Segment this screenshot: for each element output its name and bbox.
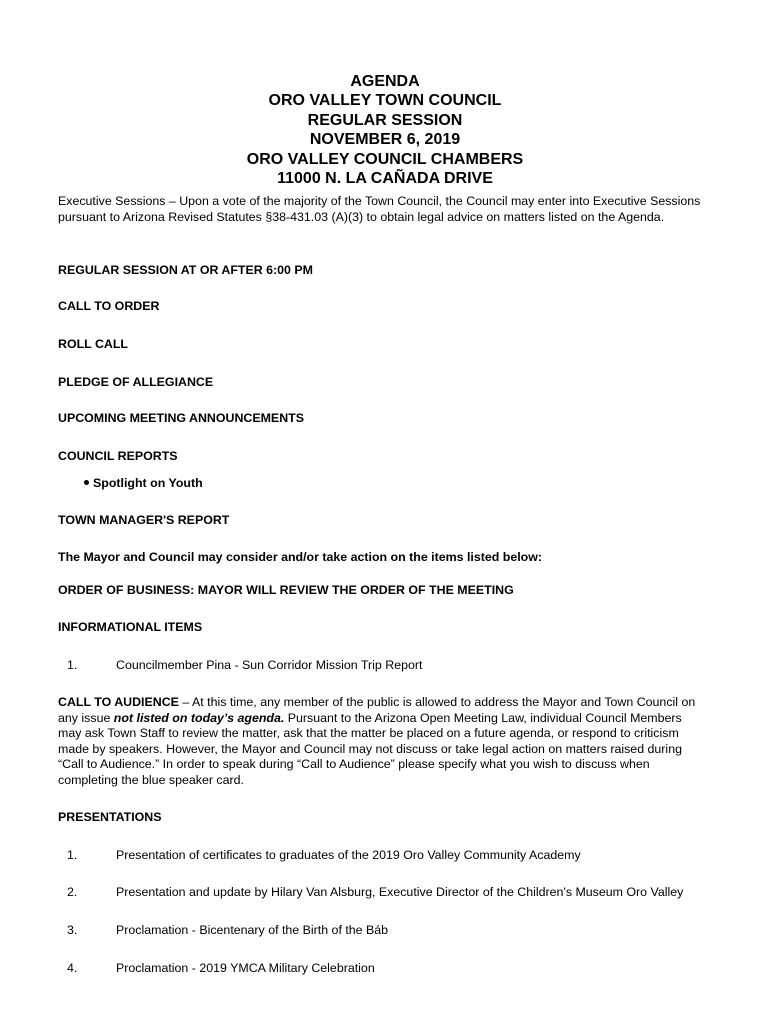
presentation-number: 2. xyxy=(67,885,78,899)
header-council: ORO VALLEY TOWN COUNCIL xyxy=(268,92,502,110)
presentation-number: 4. xyxy=(67,961,78,975)
presentation-text: Presentation of certificates to graduates of the 2019 Oro Valley Community Academy xyxy=(116,848,581,862)
order-of-business-heading: ORDER OF BUSINESS: MAYOR WILL REVIEW THE ORDER OF THE MEETING xyxy=(58,583,514,597)
roll-call-heading: ROLL CALL xyxy=(58,337,128,351)
informational-item-text: Councilmember Pina - Sun Corridor Mission Trip Report xyxy=(116,658,423,672)
call-to-audience-text-1: – At this time, any member of the public is allowed to address the Mayor and Town Council on any issue xyxy=(58,695,696,725)
regular-session-heading: REGULAR SESSION AT OR AFTER 6:00 PM xyxy=(58,263,313,277)
council-reports-bullet-item xyxy=(84,476,203,490)
call-to-order-heading: CALL TO ORDER xyxy=(58,299,160,313)
call-to-audience-text-2: Pursuant to the Arizona Open Meeting Law, individual Council Members may ask Town Staff to review the matter, ask that the matter be placed on a future agenda, or respond to criticism made by speakers. However, the Mayor and Council may not discuss or take legal action on matters raised during “Call to Audience.” In order to speak during “Call to Audience” please specify what you wish to discuss when completing the blue speaker card. xyxy=(58,710,682,787)
header-session: REGULAR SESSION xyxy=(307,111,463,129)
call-to-audience-paragraph xyxy=(58,695,708,789)
header-address: 11000 N. LA CAÑADA DRIVE xyxy=(277,170,493,188)
council-reports-heading: COUNCIL REPORTS xyxy=(58,449,178,463)
header-location: ORO VALLEY COUNCIL CHAMBERS xyxy=(246,150,524,168)
presentation-text: Presentation and update by Hilary Van Alsburg, Executive Director of the Children's Museum Oro Valley xyxy=(116,885,684,899)
announcements-heading: UPCOMING MEETING ANNOUNCEMENTS xyxy=(58,411,304,425)
call-to-audience-emphasis: not listed on today’s agenda. xyxy=(113,710,285,725)
header-title: AGENDA xyxy=(350,73,420,90)
pledge-heading: PLEDGE OF ALLEGIANCE xyxy=(58,375,214,389)
consider-statement: The Mayor and Council may consider and/or take action on the items listed below: xyxy=(58,550,543,564)
informational-item-number: 1. xyxy=(67,658,78,672)
informational-items-heading: INFORMATIONAL ITEMS xyxy=(58,620,203,634)
presentation-text: Proclamation - 2019 YMCA Military Celebration xyxy=(116,961,375,975)
executive-sessions-paragraph: Executive Sessions – Upon a vote of the majority of the Town Council, the Council may enter into Executive Sessions pursuant to Arizona Revised Statutes §38-431.03 (A)(3) to obtain legal advice on matters listed on the Agenda. xyxy=(58,194,701,224)
header-date: NOVEMBER 6, 2019 xyxy=(309,131,461,149)
presentation-number: 1. xyxy=(67,848,78,862)
presentations-heading: PRESENTATIONS xyxy=(58,810,162,824)
presentation-number: 3. xyxy=(67,923,78,937)
call-to-audience-label: CALL TO AUDIENCE xyxy=(58,695,179,709)
town-manager-heading: TOWN MANAGER'S REPORT xyxy=(58,513,230,527)
bullet-text: Spotlight on Youth xyxy=(93,476,203,490)
bullet-icon xyxy=(84,480,89,485)
presentation-text: Proclamation - Bicentenary of the Birth of the Báb xyxy=(116,923,389,937)
agenda-header xyxy=(0,72,770,188)
